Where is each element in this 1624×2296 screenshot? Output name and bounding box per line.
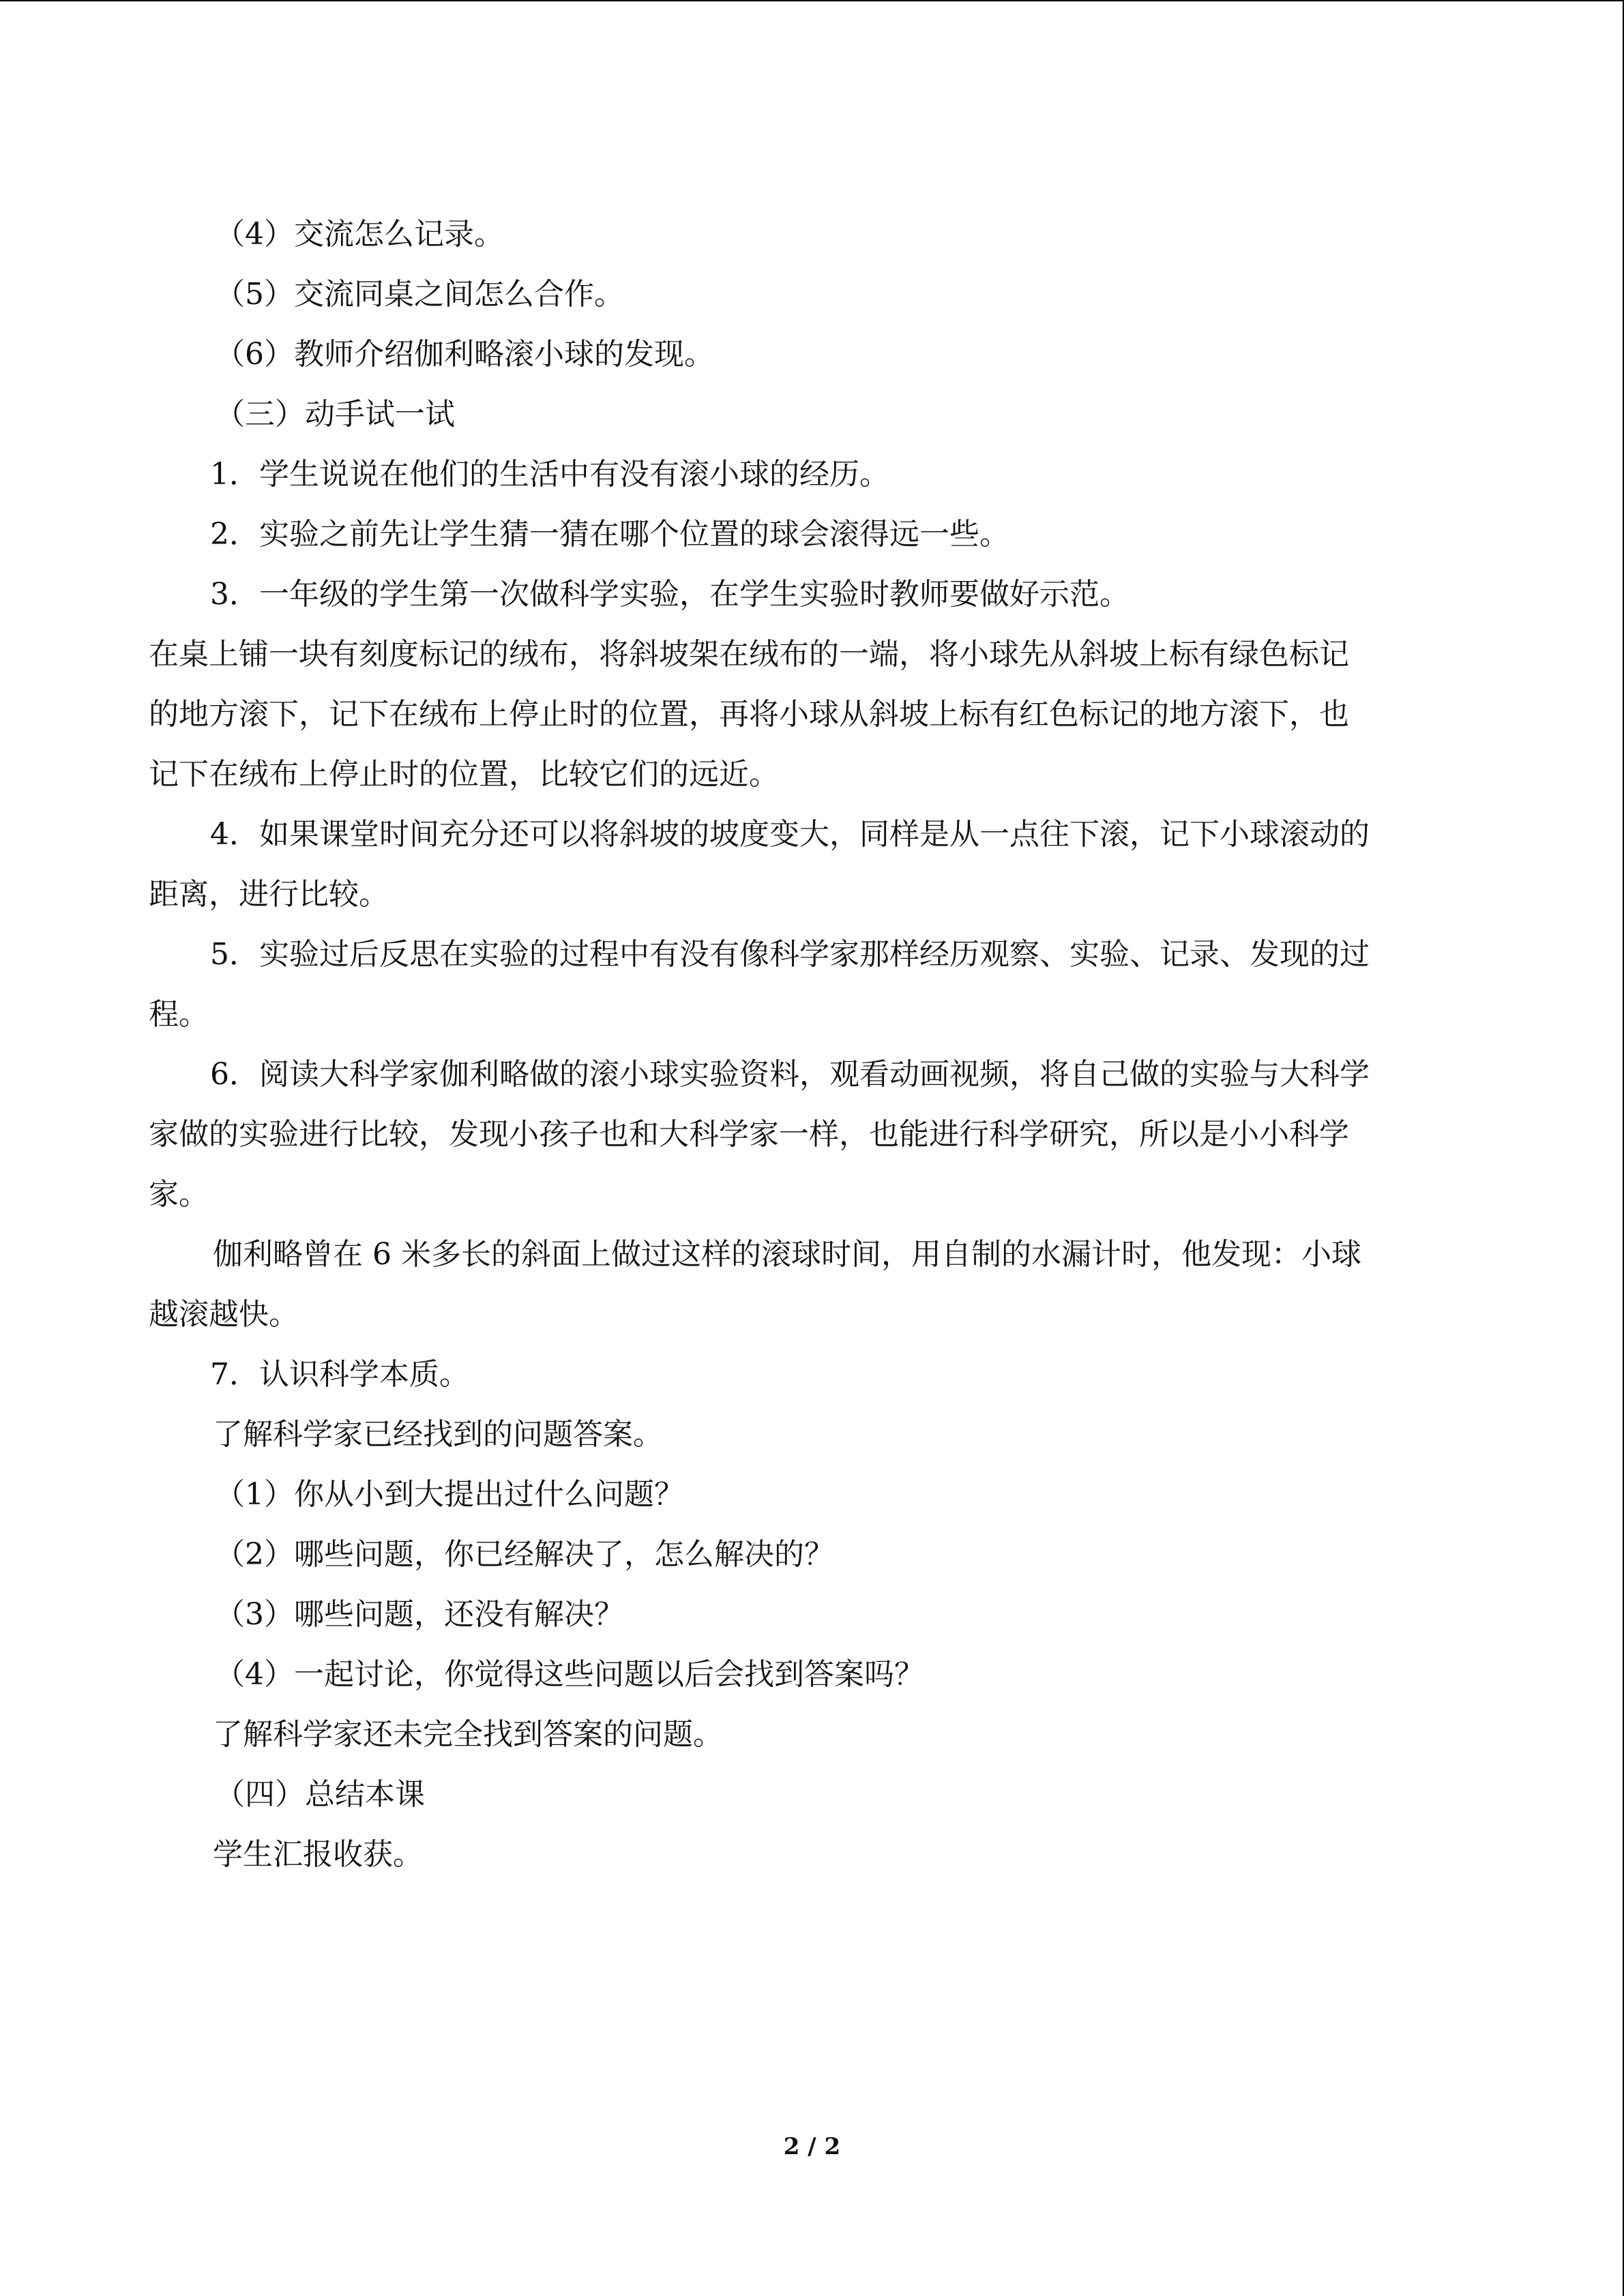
text-line: 4．如果课堂时间充分还可以将斜坡的坡度变大，同样是从一点往下滚，记下小球滚动的 (210, 817, 1370, 852)
text-line: （6）教师介绍伽利略滚小球的发现。 (215, 337, 714, 372)
text-line: 3．一年级的学生第一次做科学实验，在学生实验时教师要做好示范。 (210, 577, 1130, 612)
text-line: 记下在绒布上停止时的位置，比较它们的远近。 (149, 757, 779, 792)
text-line: 家。 (149, 1177, 209, 1212)
page-number: 2 / 2 (783, 2133, 841, 2160)
text-line: （4）交流怎么记录。 (215, 217, 504, 252)
text-line: 了解科学家已经找到的问题答案。 (213, 1417, 663, 1452)
text-line: （2）哪些问题，你已经解决了，怎么解决的？ (215, 1537, 834, 1572)
text-line: 1．学生说说在他们的生活中有没有滚小球的经历。 (210, 457, 889, 492)
text-line: 7．认识科学本质。 (210, 1357, 469, 1392)
text-line: 6．阅读大科学家伽利略做的滚小球实验资料，观看动画视频，将自己做的实验与大科学 (210, 1057, 1370, 1092)
text-line: 距离，进行比较。 (149, 877, 389, 912)
text-line: （3）哪些问题，还没有解决？ (215, 1597, 624, 1632)
text-line: 2．实验之前先让学生猜一猜在哪个位置的球会滚得远一些。 (210, 517, 1009, 552)
text-line: 伽利略曾在 6 米多长的斜面上做过这样的滚球时间，用自制的水漏计时，他发现：小球 (213, 1237, 1361, 1272)
text-line: 越滚越快。 (149, 1297, 299, 1332)
text-line: 学生汇报收获。 (213, 1837, 423, 1872)
text-line: 5．实验过后反思在实验的过程中有没有像科学家那样经历观察、实验、记录、发现的过 (210, 937, 1370, 972)
text-line: （4）一起讨论，你觉得这些问题以后会找到答案吗？ (215, 1657, 924, 1692)
text-line: 家做的实验进行比较，发现小孩子也和大科学家一样，也能进行科学研究，所以是小小科学 (149, 1117, 1349, 1152)
text-line: （5）交流同桌之间怎么合作。 (215, 277, 624, 312)
section-heading: （三）动手试一试 (215, 397, 455, 432)
text-line: 的地方滚下，记下在绒布上停止时的位置，再将小球从斜坡上标有红色标记的地方滚下，也 (149, 697, 1349, 732)
section-heading: （四）总结本课 (215, 1777, 425, 1812)
text-line: （1）你从小到大提出过什么问题？ (215, 1477, 684, 1512)
text-line: 了解科学家还未完全找到答案的问题。 (213, 1717, 723, 1752)
text-line: 程。 (149, 997, 209, 1032)
text-line: 在桌上铺一块有刻度标记的绒布，将斜坡架在绒布的一端，将小球先从斜坡上标有绿色标记 (149, 637, 1349, 672)
